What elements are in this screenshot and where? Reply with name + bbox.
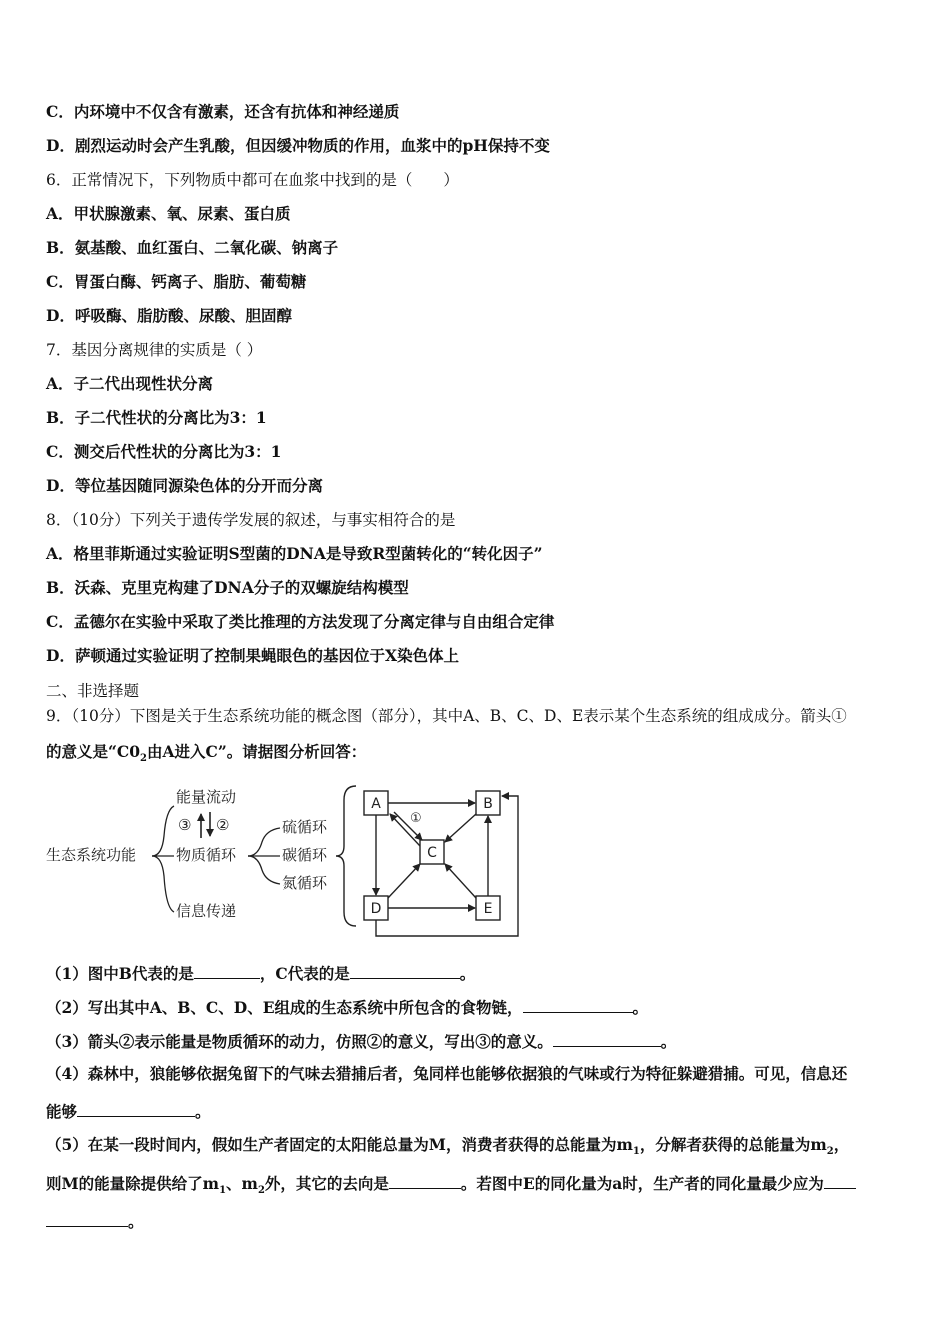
blank-2[interactable] (523, 996, 633, 1013)
node-d-label: D (370, 901, 382, 917)
q9-part1-b: ，C代表的是 (259, 964, 350, 983)
q8-option-c: C．孟德尔在实验中采取了类比推理的方法发现了分离定律与自由组合定律 (46, 612, 555, 631)
q6-option-a: A．甲状腺激素、氧、尿素、蛋白质 (46, 204, 291, 223)
q8-stem: 8．（10分）下列关于遗传学发展的叙述，与事实相符合的是 (46, 511, 456, 529)
q9-part5-f: 外，其它的去向是 (264, 1174, 389, 1193)
q9-part5-h: 。 (128, 1212, 144, 1231)
matter-cycle-label: 物质循环 (176, 846, 237, 864)
q9-part5-c: ， (833, 1135, 850, 1154)
q8-option-b: B．沃森、克里克构建了DNA分子的双螺旋结构模型 (46, 578, 409, 597)
section-title: 二、非选择题 (46, 682, 140, 700)
blank-5b-start[interactable] (824, 1172, 856, 1189)
arrow-d-c (388, 864, 420, 898)
brace-upper (152, 806, 174, 856)
brace2-upper (248, 828, 280, 856)
q9-part3 (46, 1030, 676, 1052)
ecosystem-function-diagram (44, 776, 526, 944)
q9-part4-line1: （4）森林中，狼能够依据兔留下的气味去猎捕后者，兔同样也能够依据狼的气味或行为特征躲避猎捕。可见，信息还 (46, 1064, 848, 1083)
arrow1-label: ① (410, 811, 422, 826)
q6-stem: 6．正常情况下，下列物质中都可在血浆中找到的是（ ） (46, 171, 459, 189)
big-brace (336, 786, 356, 926)
q8-option-a: A．格里菲斯通过实验证明S型菌的DNA是导致R型菌转化的“转化因子” (46, 544, 543, 563)
sulfur-cycle-label: 硫循环 (282, 818, 328, 836)
q9-part5-g: 。若图中E的同化量为a时，生产者的同化量最少应为 (460, 1174, 824, 1193)
q9-part2 (46, 996, 648, 1018)
q9-stem-line2-a: 的意义是“C0 (46, 742, 141, 761)
q9-stem-line2 (46, 742, 366, 769)
diagram-root-label: 生态系统功能 (46, 846, 137, 864)
sub-m2: 2 (826, 1146, 834, 1158)
q5-option-d: D．剧烈运动时会产生乳酸，但因缓冲物质的作用，血浆中的pH保持不变 (46, 136, 550, 155)
q7-option-a: A．子二代出现性状分离 (46, 374, 214, 393)
arrow-b-c (445, 814, 476, 842)
q9-part1-c: 。 (459, 964, 476, 983)
blank-5a[interactable] (389, 1172, 461, 1189)
q8-option-d: D．萨顿通过实验证明了控制果蝇眼色的基因位于X染色体上 (46, 646, 459, 665)
sub-m1-b: 1 (219, 1185, 227, 1197)
q9-part3-b: 。 (660, 1032, 677, 1051)
q9-part5-d: 则M的能量除提供给了m (46, 1174, 220, 1193)
q9-part2-a: （2）写出其中A、B、C、D、E组成的生态系统中所包含的食物链， (46, 998, 523, 1017)
blank-3[interactable] (553, 1030, 661, 1047)
q9-part5-line3 (46, 1210, 144, 1232)
brace2-lower (248, 856, 280, 884)
q9-part4-b: 能够 (46, 1102, 78, 1121)
node-c-label: C (427, 845, 437, 861)
brace-lower (152, 856, 174, 912)
q9-part1 (46, 962, 475, 984)
sub-m2-b: 2 (257, 1185, 265, 1197)
q9-part5-e: 、m (226, 1174, 258, 1193)
q9-stem-sub: 2 (140, 753, 148, 765)
carbon-cycle-label: 碳循环 (282, 846, 328, 864)
q6-option-c: C．胃蛋白酶、钙离子、脂肪、葡萄糖 (46, 272, 307, 291)
energy-flow-label: 能量流动 (176, 788, 237, 806)
node-b-label: B (483, 796, 493, 812)
blank-1b[interactable] (350, 962, 460, 979)
q9-part2-b: 。 (632, 998, 649, 1017)
q7-stem: 7．基因分离规律的实质是（ ） (46, 341, 263, 359)
q6-option-d: D．呼吸酶、脂肪酸、尿酸、胆固醇 (46, 306, 292, 325)
q9-part5-a: （5）在某一段时间内，假如生产者固定的太阳能总量为M，消费者获得的总能量为m (46, 1135, 633, 1154)
nitrogen-cycle-label: 氮循环 (282, 874, 328, 892)
info-transfer-label: 信息传递 (176, 902, 237, 920)
q5-option-c: C．内环境中不仅含有激素，还含有抗体和神经递质 (46, 102, 400, 121)
node-e-label: E (483, 901, 493, 917)
q9-part5-b: ，分解者获得的总能量为m (639, 1135, 827, 1154)
q9-stem-line1: 9．（10分）下图是关于生态系统功能的概念图（部分），其中A、B、C、D、E表示某个生态系统的组成成分。箭头① (46, 707, 847, 725)
q7-option-b: B．子二代性状的分离比为3：1 (46, 408, 267, 427)
q9-part5-line2 (46, 1172, 856, 1201)
arrow-e-c (445, 864, 476, 898)
q9-stem-line2-b: 由A进入C”。请据图分析回答： (147, 742, 367, 761)
q9-part1-a: （1）图中B代表的是 (46, 964, 194, 983)
sub-m1: 1 (632, 1146, 640, 1158)
q6-option-b: B．氨基酸、血红蛋白、二氧化碳、钠离子 (46, 238, 339, 257)
q9-part3-a: （3）箭头②表示能量是物质循环的动力，仿照②的意义，写出③的意义。 (46, 1032, 553, 1051)
arrow3-label: ③ (178, 816, 192, 834)
q7-option-d: D．等位基因随同源染色体的分开而分离 (46, 476, 323, 495)
blank-1a[interactable] (194, 962, 260, 979)
arrow2-label: ② (216, 816, 230, 834)
blank-4[interactable] (77, 1100, 195, 1117)
q9-part5-line1 (46, 1135, 849, 1162)
q9-part4-line2 (46, 1100, 211, 1122)
q7-option-c: C．测交后代性状的分离比为3：1 (46, 442, 282, 461)
node-a-label: A (371, 796, 381, 812)
blank-5b-end[interactable] (46, 1210, 128, 1227)
q9-part4-c: 。 (195, 1102, 211, 1121)
